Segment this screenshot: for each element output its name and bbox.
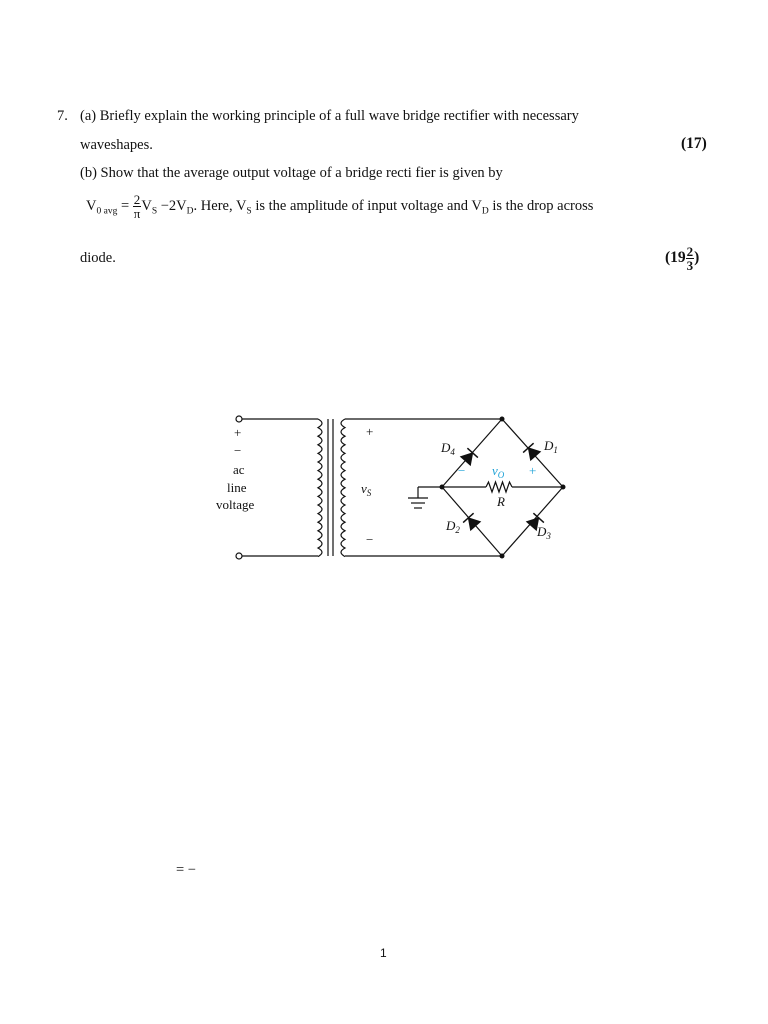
primary-terminal-top bbox=[236, 416, 242, 422]
vs-label: $v_S$ bbox=[361, 481, 372, 498]
part-a-marks: (17) bbox=[681, 135, 707, 152]
part-b-marks: (19 $\frac{2}{3}$ ) bbox=[665, 244, 700, 273]
junction-right bbox=[561, 485, 566, 490]
vo-label: $v_O$ bbox=[492, 463, 505, 480]
part-b-line3: diode. bbox=[80, 250, 116, 266]
stray-symbols: = − bbox=[176, 862, 196, 878]
primary-coil bbox=[318, 419, 322, 557]
d3-label: $D_3$ bbox=[537, 524, 551, 541]
part-a-text: Briefly explain the working principle of a full wave bridge rectifier with necessary bbox=[99, 108, 579, 124]
resistor-icon bbox=[486, 482, 512, 492]
d1-label: $D_1$ bbox=[544, 438, 558, 455]
label-line: line bbox=[227, 480, 247, 495]
primary-terminal-bottom bbox=[236, 553, 242, 559]
question-number: 7. bbox=[57, 108, 68, 124]
junction-top bbox=[500, 417, 505, 422]
secondary-minus: − bbox=[366, 532, 374, 547]
part-a-label: (a) bbox=[80, 108, 97, 124]
part-b-label: (b) bbox=[80, 165, 97, 181]
part-a-line2: waveshapes. bbox=[80, 137, 153, 153]
primary-minus: − bbox=[234, 443, 242, 458]
secondary-plus: + bbox=[366, 424, 374, 439]
label-voltage: voltage bbox=[216, 497, 255, 512]
part-b-text: Show that the average output voltage of a bridge recti fier is given by bbox=[100, 165, 503, 181]
vo-minus: − bbox=[458, 463, 466, 478]
page-number: 1 bbox=[380, 946, 387, 960]
junction-bottom bbox=[500, 554, 505, 559]
label-ac: ac bbox=[233, 462, 245, 477]
secondary-coil bbox=[341, 419, 345, 557]
r-label: R bbox=[497, 494, 505, 509]
d2-label: $D_2$ bbox=[446, 518, 460, 535]
d4-label: $D_4$ bbox=[441, 440, 455, 457]
average-voltage-formula: $V_{0 avg}$ = $\frac{2}{\pi}$ $V_S -2V_D$. Here, $V_S$ is the amplitude of input voltage and $V_D$ is the drop across bbox=[86, 192, 594, 221]
junction-left bbox=[440, 485, 445, 490]
vo-label-group bbox=[458, 463, 536, 480]
vo-plus: + bbox=[529, 463, 537, 478]
two-over-pi: $\frac{2}{\pi}$ bbox=[133, 192, 141, 221]
primary-plus: + bbox=[234, 425, 242, 440]
